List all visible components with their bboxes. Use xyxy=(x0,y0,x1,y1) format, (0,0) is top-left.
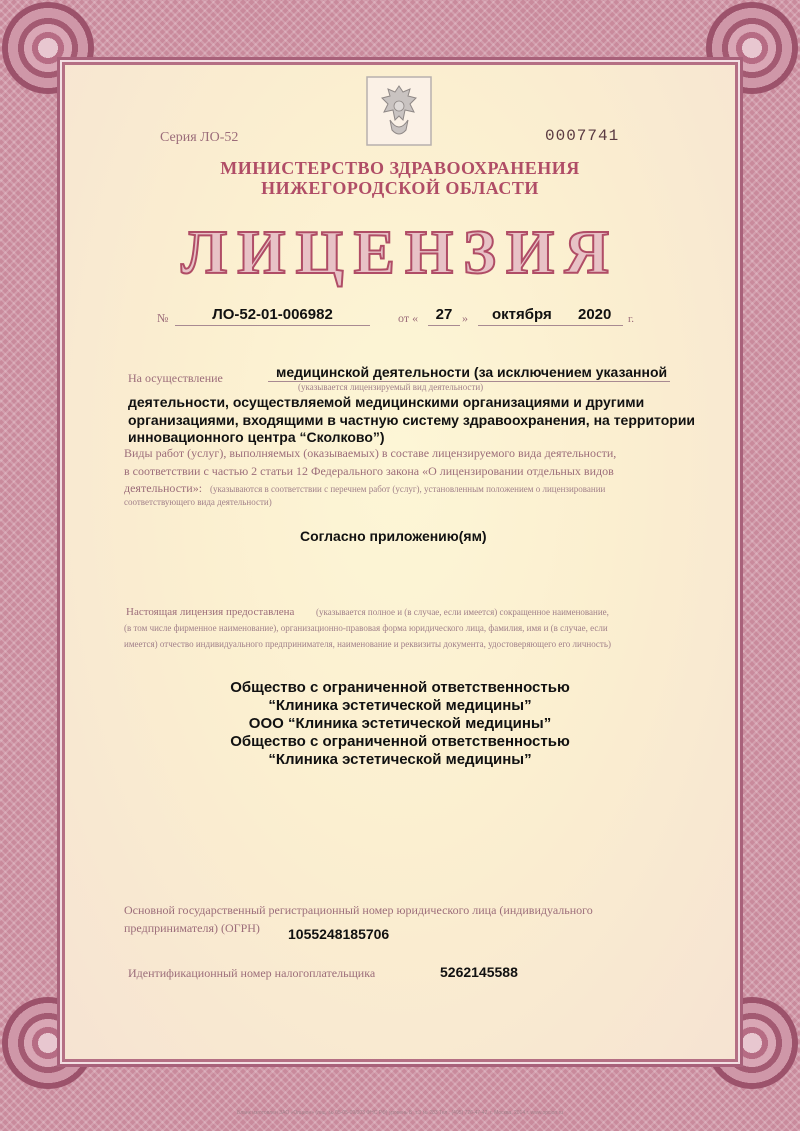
granted-label: Настоящая лицензия предоставлена xyxy=(126,606,295,618)
organization-line: ООО “Клиника эстетической медицины” xyxy=(248,715,552,732)
day-underline xyxy=(428,325,460,326)
works-text-line3-label: деятельности»: xyxy=(124,481,203,495)
works-value: Согласно приложению(ям) xyxy=(300,528,487,544)
granted-hint-line2: (в том числе фирменное наименование), организационно-правовая форма юридического лица, фамилия, имя и (в случае, если xyxy=(124,623,608,633)
granted-hint-line1: (указывается полное и (в случае, если имеется) сокращенное наименование, xyxy=(316,607,609,617)
number-underline xyxy=(175,325,370,326)
ministry-name-line1: МИНИСТЕРСТВО ЗДРАВООХРАНЕНИЯ xyxy=(220,158,580,178)
ogrn-label-line1: Основной государственный регистрационный номер юридического лица (индивидуального xyxy=(124,903,593,917)
series-label: Серия ЛО-52 xyxy=(160,130,239,145)
activity-line1: медицинской деятельности (за исключением указанной xyxy=(276,364,668,380)
activity-line2: деятельности, осуществляемой медицинскими организациями и другими xyxy=(128,394,645,410)
coat-of-arms-icon xyxy=(366,76,432,146)
works-text-line4-hint: соответствующего вида деятельности) xyxy=(124,497,272,507)
ministry-name-line2: НИЖЕГОРОДСКОЙ ОБЛАСТИ xyxy=(261,178,539,198)
inn-label: Идентификационный номер налогоплательщика xyxy=(128,966,376,980)
date-month: октября xyxy=(492,306,552,323)
activity-line4: инновационного центра “Сколково”) xyxy=(128,429,385,445)
granted-hint-line3: имеется) отчество индивидуального предпринимателя, наименование и реквизиты документа, удостоверяющего его личность) xyxy=(124,639,611,649)
date-suffix: г. xyxy=(628,313,635,325)
number-sign: № xyxy=(157,311,169,325)
works-text-line3-hint: (указываются в соответствии с перечнем работ (услуг), установленным положением о лицензировании xyxy=(210,484,606,494)
date-from-label: от « xyxy=(398,311,419,325)
license-number: ЛО-52-01-006982 xyxy=(212,306,333,323)
document-title: ЛИЦЕНЗИЯ xyxy=(181,219,619,287)
date-quote: » xyxy=(462,311,468,325)
organization-line: “Клиника эстетической медицины” xyxy=(268,697,532,714)
works-text-line1: Виды работ (услуг), выполняемых (оказываемых) в составе лицензируемого вида деятельности, xyxy=(124,446,617,460)
inn-value: 5262145588 xyxy=(440,964,518,980)
organization-line: Общество с ограниченной ответственностью xyxy=(230,679,570,696)
activity-line3: организациями, входящими в частную систему здравоохранения, на территории xyxy=(128,412,696,428)
works-text-line2: в соответствии с частью 2 статьи 12 Федерального закона «О лицензировании отдельных видов xyxy=(124,464,614,478)
date-year: 2020 xyxy=(578,306,612,323)
blank-number: 0007741 xyxy=(545,127,620,145)
organization-line: “Клиника эстетической медицины” xyxy=(268,751,532,768)
date-day: 27 xyxy=(435,306,453,323)
printer-footer: Бланк изготовлен ЗАО «Опцион» (лиц. № 05-05-09/003 ФНС РФ) уровень Б, т.З № 283 Тел.: (495) 726-47-42, г. Москва, 2014 г. www.opcion.ru xyxy=(236,1110,564,1116)
ogrn-value: 1055248185706 xyxy=(288,926,390,942)
organization-line: Общество с ограниченной ответственностью xyxy=(230,733,570,750)
activity-hint: (указывается лицензируемый вид деятельности) xyxy=(298,382,484,392)
activity-label: На осуществление xyxy=(128,371,223,385)
month-year-underline xyxy=(478,325,623,326)
ogrn-label-line2: предпринимателя) (ОГРН) xyxy=(124,921,260,935)
